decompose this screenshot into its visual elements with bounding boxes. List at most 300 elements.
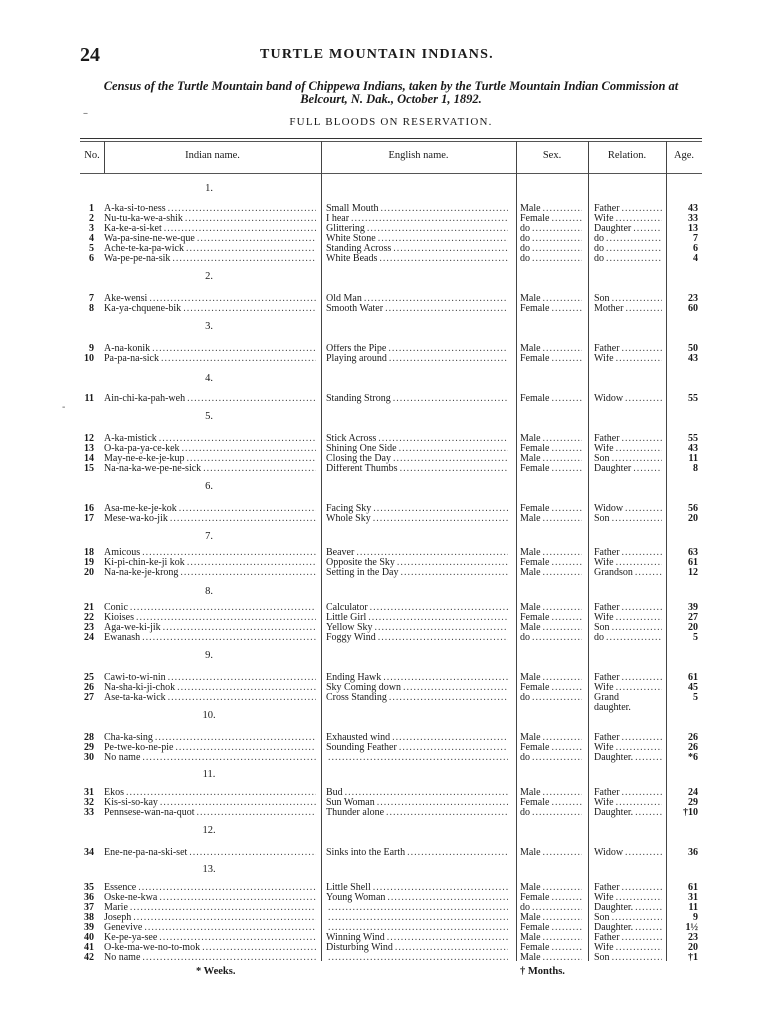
- dot-leader: [172, 254, 316, 264]
- dot-leader: [616, 743, 662, 753]
- english-text: Little Shell: [326, 883, 371, 893]
- row-number: 33: [84, 808, 94, 818]
- census-title: Census of the Turtle Mountain band of Chippewa Indians, taken by the Turtle Mountain Indian Commission at Belcourt, N. Dak., October 1, 1892.: [103, 79, 679, 106]
- row-number: 25: [84, 673, 94, 683]
- relation-cell: [594, 603, 662, 613]
- english-text: Winning Wind: [326, 933, 385, 943]
- column-divider-english: [516, 141, 517, 961]
- relation-cell: [594, 848, 662, 858]
- relation-text: Father: [594, 788, 620, 798]
- indian-name-cell: [104, 613, 316, 623]
- english-name-cell: [326, 753, 508, 763]
- sex-text: do: [520, 234, 530, 244]
- age-cell: 11: [688, 454, 698, 464]
- row-number: 34: [84, 848, 94, 858]
- english-text: Sun Woman: [326, 798, 375, 808]
- english-text: Different Thumbs: [326, 464, 398, 474]
- indian-text: Ekos: [104, 788, 124, 798]
- sex-text: Male: [520, 568, 541, 578]
- english-name-cell: [326, 224, 508, 234]
- sex-text: do: [520, 693, 530, 703]
- dot-leader: [551, 743, 582, 753]
- dot-leader: [401, 568, 509, 578]
- dot-leader: [606, 633, 662, 643]
- english-name-cell: [326, 434, 508, 444]
- indian-text: O-ka-pa-ya-ce-kek: [104, 444, 180, 454]
- dot-leader: [356, 548, 508, 558]
- indian-name-cell: [104, 743, 316, 753]
- family-group-number: 1.: [205, 183, 213, 194]
- sex-text: Male: [520, 623, 541, 633]
- relation-cell: [594, 434, 662, 444]
- sex-cell: [520, 953, 582, 963]
- age-cell: 5: [693, 633, 698, 643]
- english-name-cell: [326, 788, 508, 798]
- english-name-cell: [326, 743, 508, 753]
- indian-text: A-na-konik: [104, 344, 151, 354]
- row-number: 6: [89, 254, 94, 264]
- dot-leader: [616, 798, 662, 808]
- sex-cell: [520, 294, 582, 304]
- indian-text: Conic: [104, 603, 128, 613]
- dot-leader: [616, 444, 662, 454]
- english-name-cell: [326, 234, 508, 244]
- dot-leader: [616, 683, 662, 693]
- dot-leader: [532, 808, 582, 818]
- sex-text: do: [520, 244, 530, 254]
- dot-leader: [177, 683, 316, 693]
- dot-leader: [328, 903, 508, 913]
- sex-text: Female: [520, 214, 550, 224]
- dot-leader: [625, 304, 662, 314]
- indian-name-cell: [104, 683, 316, 693]
- indian-name-cell: [104, 504, 316, 514]
- indian-name-cell: [104, 788, 316, 798]
- relation-cell: [594, 883, 662, 893]
- dot-leader: [616, 613, 662, 623]
- sex-cell: [520, 548, 582, 558]
- indian-text: Ki-pi-chin-ke-ji kok: [104, 558, 185, 568]
- row-number: 23: [84, 623, 94, 633]
- indian-text: Na-na-ke-je-krong: [104, 568, 179, 578]
- dot-leader: [142, 953, 316, 963]
- row-number: 13: [84, 444, 94, 454]
- dot-leader: [395, 943, 508, 953]
- sex-cell: [520, 224, 582, 234]
- sex-cell: [520, 204, 582, 214]
- dot-leader: [386, 808, 508, 818]
- dot-leader: [399, 444, 508, 454]
- header-sex: Sex.: [542, 150, 562, 161]
- age-cell: 31: [688, 893, 698, 903]
- dot-leader: [168, 693, 316, 703]
- dot-leader: [606, 244, 662, 254]
- age-cell: 8: [693, 464, 698, 474]
- indian-text: Genevive: [104, 923, 143, 933]
- age-cell: 4: [693, 254, 698, 264]
- sex-text: Male: [520, 514, 541, 524]
- relation-text: Father: [594, 344, 620, 354]
- dot-leader: [543, 913, 582, 923]
- sex-text: Female: [520, 923, 550, 933]
- row-number: 3: [89, 224, 94, 234]
- dot-leader: [616, 214, 662, 224]
- indian-name-cell: [104, 753, 316, 763]
- indian-text: Pa-pa-na-sick: [104, 354, 159, 364]
- dot-leader: [543, 454, 582, 464]
- english-name-cell: [326, 204, 508, 214]
- relation-text: Widow: [594, 504, 624, 514]
- age-cell: 43: [688, 204, 698, 214]
- english-name-cell: [326, 214, 508, 224]
- sex-text: Female: [520, 394, 550, 404]
- english-text: Thunder alone: [326, 808, 385, 818]
- row-number: 12: [84, 434, 94, 444]
- relation-text: do: [594, 633, 604, 643]
- indian-name-cell: [104, 633, 316, 643]
- dot-leader: [612, 514, 662, 524]
- sex-text: do: [520, 903, 530, 913]
- relation-cell: [594, 893, 662, 903]
- age-cell: 20: [688, 943, 698, 953]
- english-name-cell: [326, 504, 508, 514]
- dot-leader: [403, 683, 508, 693]
- english-text: Playing around: [326, 354, 387, 364]
- row-number: 9: [89, 344, 94, 354]
- dot-leader: [379, 254, 508, 264]
- dot-leader: [367, 224, 508, 234]
- indian-name-cell: [104, 354, 316, 364]
- english-text: Beaver: [326, 548, 355, 558]
- sex-text: Male: [520, 548, 541, 558]
- sex-text: Male: [520, 294, 541, 304]
- relation-text: Father: [594, 733, 620, 743]
- sex-cell: [520, 933, 582, 943]
- english-text: White Beads: [326, 254, 378, 264]
- dot-leader: [388, 344, 508, 354]
- relation-cell: [594, 693, 662, 713]
- english-name-cell: [326, 633, 508, 643]
- sex-cell: [520, 808, 582, 818]
- indian-text: O-ke-ma-we-no-to-mok: [104, 943, 201, 953]
- relation-text: Wife: [594, 558, 614, 568]
- sex-text: Female: [520, 893, 550, 903]
- english-name-cell: [326, 623, 508, 633]
- row-number: 21: [84, 603, 94, 613]
- relation-cell: [594, 913, 662, 923]
- sex-cell: [520, 923, 582, 933]
- dot-leader: [551, 504, 582, 514]
- dot-leader: [389, 693, 508, 703]
- indian-name-cell: [104, 733, 316, 743]
- dot-leader: [633, 224, 662, 234]
- dot-leader: [387, 893, 508, 903]
- relation-cell: [594, 464, 662, 474]
- age-cell: 23: [688, 294, 698, 304]
- age-cell: 61: [688, 558, 698, 568]
- sex-cell: [520, 903, 582, 913]
- dot-leader: [144, 923, 316, 933]
- dot-leader: [551, 613, 582, 623]
- indian-name-cell: [104, 254, 316, 264]
- sex-text: Male: [520, 913, 541, 923]
- family-group-number: 11.: [202, 769, 216, 780]
- dot-leader: [625, 504, 662, 514]
- relation-cell: [594, 558, 662, 568]
- row-number: 14: [84, 454, 94, 464]
- dot-leader: [551, 923, 582, 933]
- header-age: Age.: [673, 150, 695, 161]
- sex-cell: [520, 943, 582, 953]
- dot-leader: [606, 234, 662, 244]
- dot-leader: [551, 683, 582, 693]
- dot-leader: [373, 883, 508, 893]
- indian-name-cell: [104, 923, 316, 933]
- indian-name-cell: [104, 848, 316, 858]
- indian-name-cell: [104, 344, 316, 354]
- column-divider-sex: [588, 141, 589, 961]
- family-group-number: 7.: [205, 531, 213, 542]
- relation-text: Father: [594, 434, 620, 444]
- english-text: Small Mouth: [326, 204, 379, 214]
- dot-leader: [328, 913, 508, 923]
- sex-text: Male: [520, 733, 541, 743]
- dot-leader: [532, 693, 582, 703]
- indian-text: No name: [104, 953, 141, 963]
- relation-cell: [594, 923, 662, 933]
- indian-name-cell: [104, 514, 316, 524]
- dot-leader: [543, 848, 582, 858]
- age-cell: 26: [688, 733, 698, 743]
- sex-cell: [520, 753, 582, 763]
- sex-cell: [520, 733, 582, 743]
- dot-leader: [532, 753, 582, 763]
- relation-text: Daughter.: [594, 903, 634, 913]
- indian-name-cell: [104, 913, 316, 923]
- english-text: Calculator: [326, 603, 368, 613]
- age-cell: 33: [688, 214, 698, 224]
- dot-leader: [543, 953, 582, 963]
- indian-name-cell: [104, 204, 316, 214]
- indian-name-cell: [104, 304, 316, 314]
- sex-cell: [520, 454, 582, 464]
- dot-leader: [161, 354, 316, 364]
- english-name-cell: [326, 558, 508, 568]
- sex-cell: [520, 603, 582, 613]
- indian-name-cell: [104, 933, 316, 943]
- sex-text: Male: [520, 344, 541, 354]
- row-number: 40: [84, 933, 94, 943]
- english-name-cell: [326, 693, 508, 703]
- dot-leader: [622, 733, 662, 743]
- dot-leader: [622, 883, 662, 893]
- dot-leader: [543, 434, 582, 444]
- english-text: Facing Sky: [326, 504, 372, 514]
- english-text: Young Woman: [326, 893, 386, 903]
- relation-cell: [594, 254, 662, 264]
- dot-leader: [399, 743, 508, 753]
- sex-cell: [520, 623, 582, 633]
- english-name-cell: [326, 848, 508, 858]
- relation-text: do: [594, 234, 604, 244]
- indian-name-cell: [104, 234, 316, 244]
- dot-leader: [393, 244, 508, 254]
- indian-text: Wa-pe-pe-na-sik: [104, 254, 171, 264]
- age-cell: 12: [688, 568, 698, 578]
- relation-text: Father: [594, 673, 620, 683]
- sex-cell: [520, 798, 582, 808]
- indian-text: Pennsese-wan-na-quot: [104, 808, 195, 818]
- sex-cell: [520, 788, 582, 798]
- indian-name-cell: [104, 903, 316, 913]
- relation-cell: [594, 214, 662, 224]
- dot-leader: [543, 933, 582, 943]
- relation-cell: [594, 633, 662, 643]
- relation-text: Mother: [594, 304, 624, 314]
- indian-text: A-ka-mistick: [104, 434, 157, 444]
- sex-cell: [520, 693, 582, 703]
- english-name-cell: [326, 354, 508, 364]
- footnote-months: † Months.: [520, 966, 565, 977]
- dot-leader: [616, 558, 662, 568]
- dot-leader: [175, 743, 316, 753]
- relation-cell: [594, 903, 662, 913]
- row-number: 27: [84, 693, 94, 703]
- family-group-number: 13.: [202, 864, 216, 875]
- indian-name-cell: [104, 808, 316, 818]
- sex-text: Female: [520, 558, 550, 568]
- family-group-number: 12.: [202, 825, 216, 836]
- indian-text: Nu-tu-ka-we-a-shik: [104, 214, 183, 224]
- row-number: 32: [84, 798, 94, 808]
- relation-cell: [594, 683, 662, 693]
- dot-leader: [543, 294, 582, 304]
- dot-leader: [532, 633, 582, 643]
- indian-name-cell: [104, 943, 316, 953]
- indian-name-cell: [104, 693, 316, 703]
- age-cell: 61: [688, 883, 698, 893]
- dot-leader: [377, 798, 508, 808]
- indian-name-cell: [104, 558, 316, 568]
- sex-cell: [520, 673, 582, 683]
- dot-leader: [142, 633, 316, 643]
- row-number: 15: [84, 464, 94, 474]
- relation-cell: [594, 613, 662, 623]
- family-group-number: 8.: [205, 586, 213, 597]
- dot-leader: [543, 673, 582, 683]
- family-group-number: 10.: [202, 710, 216, 721]
- english-text: Sinks into the Earth: [326, 848, 406, 858]
- page-number: 24: [80, 44, 100, 66]
- dot-leader: [551, 394, 582, 404]
- sex-text: Male: [520, 883, 541, 893]
- relation-text: Wife: [594, 354, 614, 364]
- dot-leader: [152, 344, 316, 354]
- dot-leader: [532, 903, 582, 913]
- dot-leader: [197, 234, 316, 244]
- dot-leader: [187, 558, 316, 568]
- dot-leader: [622, 603, 662, 613]
- dot-leader: [612, 294, 662, 304]
- dot-leader: [393, 394, 508, 404]
- indian-name-cell: [104, 454, 316, 464]
- relation-text: Widow: [594, 848, 624, 858]
- english-text: Ending Hawk: [326, 673, 382, 683]
- relation-cell: [594, 733, 662, 743]
- sex-text: do: [520, 753, 530, 763]
- dot-leader: [532, 244, 582, 254]
- age-cell: 55: [688, 434, 698, 444]
- indian-name-cell: [104, 434, 316, 444]
- english-text: Closing the Day: [326, 454, 391, 464]
- english-text: Foggy Wind: [326, 633, 376, 643]
- indian-text: No name: [104, 753, 141, 763]
- sex-text: do: [520, 808, 530, 818]
- sex-cell: [520, 214, 582, 224]
- relation-cell: [594, 244, 662, 254]
- age-cell: 20: [688, 623, 698, 633]
- english-name-cell: [326, 798, 508, 808]
- relation-text: Daughter: [594, 224, 632, 234]
- relation-cell: [594, 304, 662, 314]
- dot-leader: [203, 464, 316, 474]
- dot-leader: [159, 893, 316, 903]
- dot-leader: [635, 753, 662, 763]
- row-number: 11: [84, 394, 94, 404]
- sex-text: do: [520, 633, 530, 643]
- relation-text: Father: [594, 933, 620, 943]
- indian-name-cell: [104, 798, 316, 808]
- english-name-cell: [326, 454, 508, 464]
- dot-leader: [551, 214, 582, 224]
- english-name-cell: [326, 304, 508, 314]
- sex-text: Female: [520, 743, 550, 753]
- table-top-rule-inner: [80, 141, 702, 142]
- dot-leader: [187, 454, 316, 464]
- sex-text: Female: [520, 613, 550, 623]
- indian-name-cell: [104, 394, 316, 404]
- dot-leader: [622, 673, 662, 683]
- sex-text: Male: [520, 933, 541, 943]
- age-cell: 39: [688, 603, 698, 613]
- relation-text: Grandson: [594, 568, 633, 578]
- age-cell: *6: [688, 753, 698, 763]
- relation-cell: [594, 953, 662, 963]
- relation-text: Father: [594, 603, 620, 613]
- row-number: 8: [89, 304, 94, 314]
- relation-text: Son: [594, 454, 610, 464]
- relation-cell: [594, 623, 662, 633]
- indian-name-cell: [104, 294, 316, 304]
- dot-leader: [142, 753, 316, 763]
- family-group-number: 2.: [205, 271, 213, 282]
- age-cell: 45: [688, 683, 698, 693]
- sex-text: Female: [520, 304, 550, 314]
- relation-cell: [594, 294, 662, 304]
- dot-leader: [170, 514, 316, 524]
- relation-text: Son: [594, 913, 610, 923]
- indian-name-cell: [104, 244, 316, 254]
- dot-leader: [551, 444, 582, 454]
- sex-cell: [520, 613, 582, 623]
- relation-cell: [594, 514, 662, 524]
- dot-leader: [130, 603, 316, 613]
- dot-leader: [543, 788, 582, 798]
- indian-text: Na-sha-ki-ji-chok: [104, 683, 176, 693]
- indian-name-cell: [104, 568, 316, 578]
- row-number: 20: [84, 568, 94, 578]
- indian-name-cell: [104, 603, 316, 613]
